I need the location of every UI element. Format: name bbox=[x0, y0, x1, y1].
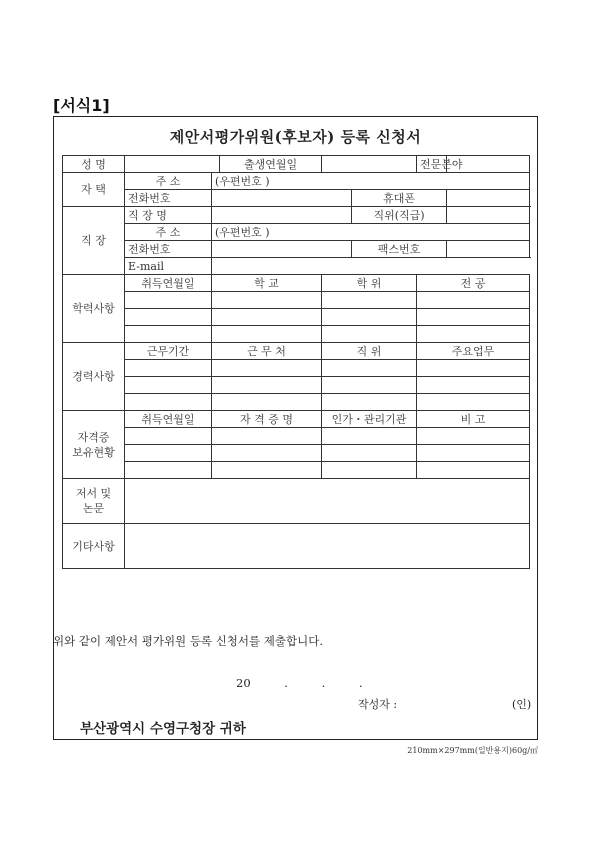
education-header-row bbox=[63, 275, 530, 292]
home-phone-field[interactable] bbox=[212, 190, 352, 207]
email-field[interactable] bbox=[212, 258, 530, 275]
workplace-row bbox=[63, 207, 530, 224]
home-phone-label: 전화번호 bbox=[125, 190, 212, 207]
publications-label bbox=[63, 479, 125, 524]
position-field[interactable] bbox=[447, 207, 530, 224]
email-label: E-mail bbox=[125, 258, 212, 275]
mobile-label: 휴대폰 bbox=[352, 190, 447, 207]
name-label: 성 명 bbox=[63, 156, 125, 173]
work-label: 직 장 bbox=[63, 207, 125, 275]
position-label: 직위(직급) bbox=[352, 207, 447, 224]
education-label: 학력사항 bbox=[63, 275, 125, 343]
writer-label: 작성자 : bbox=[358, 698, 398, 711]
career-row bbox=[63, 394, 530, 411]
addressee: 부산광역시 수영구청장 귀하 bbox=[80, 721, 246, 737]
license-header-authority: 인가・관리기관 bbox=[322, 411, 417, 428]
work-address-field[interactable]: (우편번호 ) bbox=[212, 224, 530, 241]
fax-field[interactable] bbox=[447, 241, 530, 258]
home-address-field[interactable]: (우편번호 ) bbox=[212, 173, 530, 190]
career-row bbox=[63, 360, 530, 377]
license-label-line2: 보유현황 bbox=[72, 445, 115, 459]
workplace-field[interactable] bbox=[212, 207, 352, 224]
license-header-name: 자 격 증 명 bbox=[212, 411, 322, 428]
mobile-field[interactable] bbox=[447, 190, 530, 207]
paper-spec: 210mm×297mm(일반용지)60g/㎡ bbox=[407, 746, 538, 755]
form-title: 제안서평가위원(후보자) 등록 신청서 bbox=[169, 128, 422, 146]
registration-table bbox=[62, 155, 530, 569]
specialty-label: 전문분야 bbox=[417, 156, 447, 173]
license-row bbox=[63, 462, 530, 479]
date-year: 20 bbox=[236, 676, 251, 690]
home-address-label: 주 소 bbox=[125, 173, 212, 190]
license-header-note: 비 고 bbox=[417, 411, 530, 428]
seal-mark: (인) bbox=[512, 698, 532, 711]
workplace-label: 직 장 명 bbox=[125, 207, 212, 224]
fax-label: 팩스번호 bbox=[352, 241, 447, 258]
education-row bbox=[63, 326, 530, 343]
career-header-row bbox=[63, 343, 530, 360]
education-row bbox=[63, 292, 530, 309]
home-phone-row bbox=[63, 190, 530, 207]
birth-label: 출생연월일 bbox=[220, 156, 322, 173]
home-label: 자 택 bbox=[63, 173, 125, 207]
date-sep-1: . bbox=[284, 676, 288, 690]
work-phone-row bbox=[63, 241, 530, 258]
work-phone-field[interactable] bbox=[212, 241, 352, 258]
license-row bbox=[63, 445, 530, 462]
others-field[interactable] bbox=[125, 524, 530, 569]
birth-field[interactable] bbox=[322, 156, 417, 173]
career-header-workplace: 근 무 처 bbox=[212, 343, 322, 360]
education-header-major: 전 공 bbox=[417, 275, 530, 292]
work-address-label: 주 소 bbox=[125, 224, 212, 241]
declaration-text: 위와 같이 제안서 평가위원 등록 신청서를 제출합니다. bbox=[53, 634, 323, 648]
career-header-duties: 주요업무 bbox=[417, 343, 530, 360]
date-sep-2: . bbox=[321, 676, 326, 690]
date-sep-3: . bbox=[358, 676, 363, 690]
others-label: 기타사항 bbox=[63, 524, 125, 569]
form-number-label: [서식1] bbox=[53, 96, 110, 115]
career-header-position: 직 위 bbox=[322, 343, 417, 360]
work-address-row bbox=[63, 224, 530, 241]
publications-row bbox=[63, 479, 530, 524]
education-row bbox=[63, 309, 530, 326]
others-row bbox=[63, 524, 530, 569]
name-row bbox=[63, 156, 530, 173]
license-row bbox=[63, 428, 530, 445]
career-row bbox=[63, 377, 530, 394]
license-label bbox=[63, 411, 125, 479]
date-line bbox=[236, 676, 387, 690]
license-header-date: 취득연월일 bbox=[125, 411, 212, 428]
publications-label-line1: 저서 및 bbox=[75, 487, 112, 500]
name-field[interactable] bbox=[125, 156, 220, 173]
license-label-line1: 자격증 bbox=[77, 430, 110, 444]
work-phone-label: 전화번호 bbox=[125, 241, 212, 258]
education-header-school: 학 교 bbox=[212, 275, 322, 292]
publications-label-line2: 논문 bbox=[82, 502, 105, 515]
publications-field[interactable] bbox=[125, 479, 530, 524]
education-header-date: 취득연월일 bbox=[125, 275, 212, 292]
home-address-row bbox=[63, 173, 530, 190]
career-header-period: 근무기간 bbox=[125, 343, 212, 360]
career-label: 경력사항 bbox=[63, 343, 125, 411]
license-header-row bbox=[63, 411, 530, 428]
email-row bbox=[63, 258, 530, 275]
education-header-degree: 학 위 bbox=[322, 275, 417, 292]
